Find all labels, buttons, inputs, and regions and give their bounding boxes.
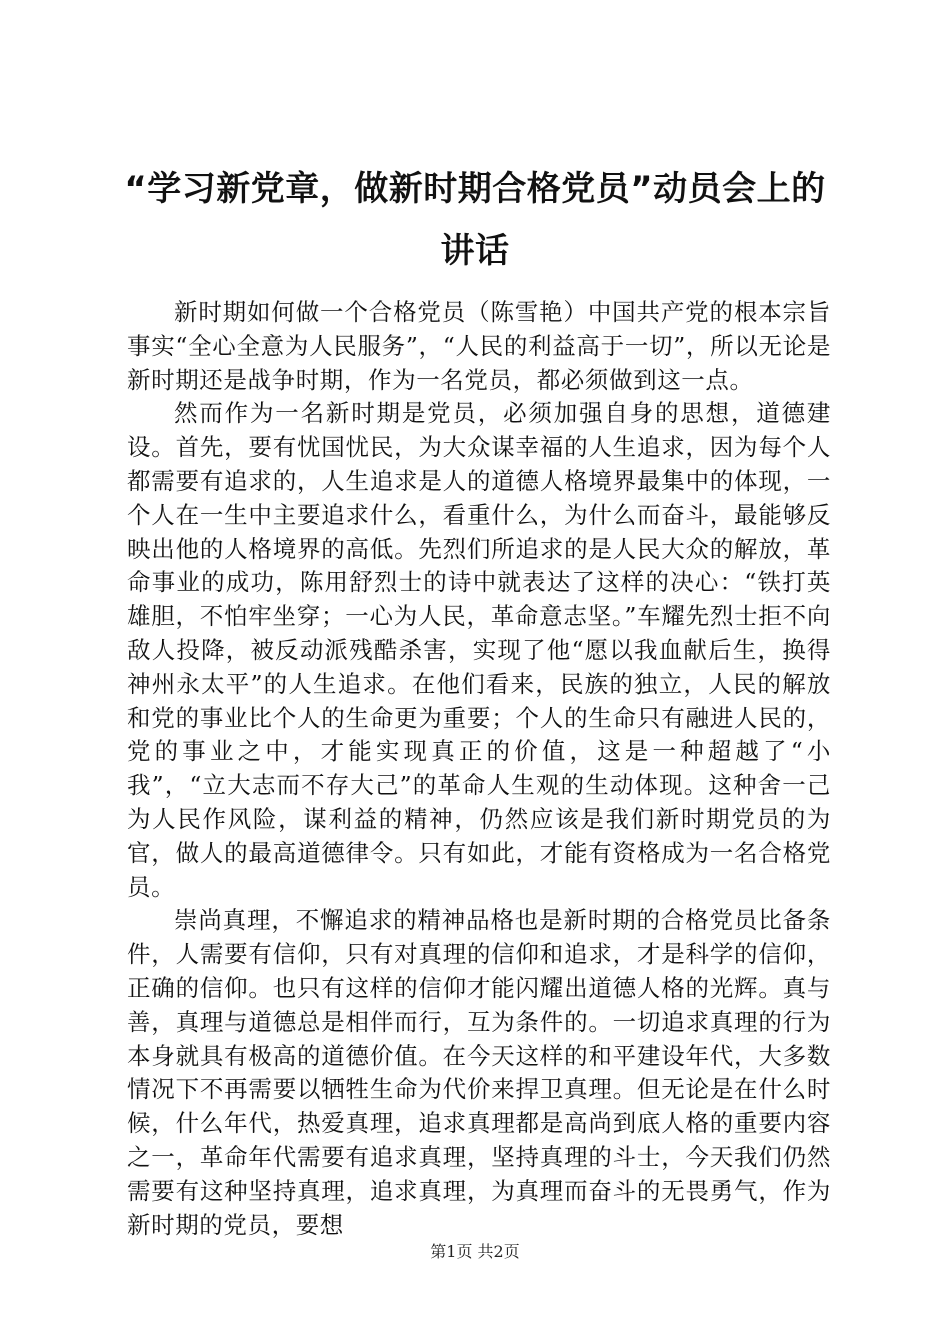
document-title: “学习新党章，做新时期合格党员”动员会上的讲话 [124,169,826,271]
document-body [127,296,831,1242]
paragraph-2: 然而作为一名新时期是党员，必须加强自身的思想，道德建设。首先，要有忧国忧民，为大众谋幸福的人生追求，因为每个人都需要有追求的，人生追求是人的道德人格境界最集中的体现，一个人在一生中主要追求什么，看重什么，为什么而奋斗，最能够反映出他的人格境界的高低。先烈们所追求的是人民大众的解放，革命事业的成功，陈用舒烈士的诗中就表达了这样的决心：“铁打英雄胆，不怕牢坐穿；一心为人民，革命意志坚。”车耀先烈士拒不向敌人投降，被反动派残酷杀害，实现了他“愿以我血献后生，换得神州永太平”的人生追求。在他们看来，民族的独立，人民的解放和党的事业比个人的生命更为重要；个人的生命只有融进人民的，党的事业之中，才能实现真正的价值，这是一种超越了“小我”，“立大志而不存大己”的革命人生观的生动体现。这种舍一己为人民作风险，谋利益的精神，仍然应该是我们新时期党员的为官，做人的最高道德律令。只有如此，才能有资格成为一名合格党员。 [127,399,831,901]
page-footer: 第1页 共2页 [430,1242,520,1261]
paragraph-1: 新时期如何做一个合格党员（陈雪艳）中国共产党的根本宗旨事实“全心全意为人民服务”，“人民的利益高于一切”，所以无论是新时期还是战争时期，作为一名党员，都必须做到这一点。 [127,298,831,394]
paragraph-3: 崇尚真理，不懈追求的精神品格也是新时期的合格党员比备条件，人需要有信仰，只有对真理的信仰和追求，才是科学的信仰，正确的信仰。也只有这样的信仰才能闪耀出道德人格的光辉。真与善，真理与道德总是相伴而行，互为条件的。一切追求真理的行为本身就具有极高的道德价值。在今天这样的和平建设年代，大多数情况下不再需要以牺牲生命为代价来捍卫真理。但无论是在什么时候，什么年代，热爱真理，追求真理都是高尚到底人格的重要内容之一，革命年代需要有追求真理，坚持真理的斗士，今天我们仍然需要有这种坚持真理，追求真理，为真理而奋斗的无畏勇气，作为新时期的党员，要想 [127,906,831,1239]
